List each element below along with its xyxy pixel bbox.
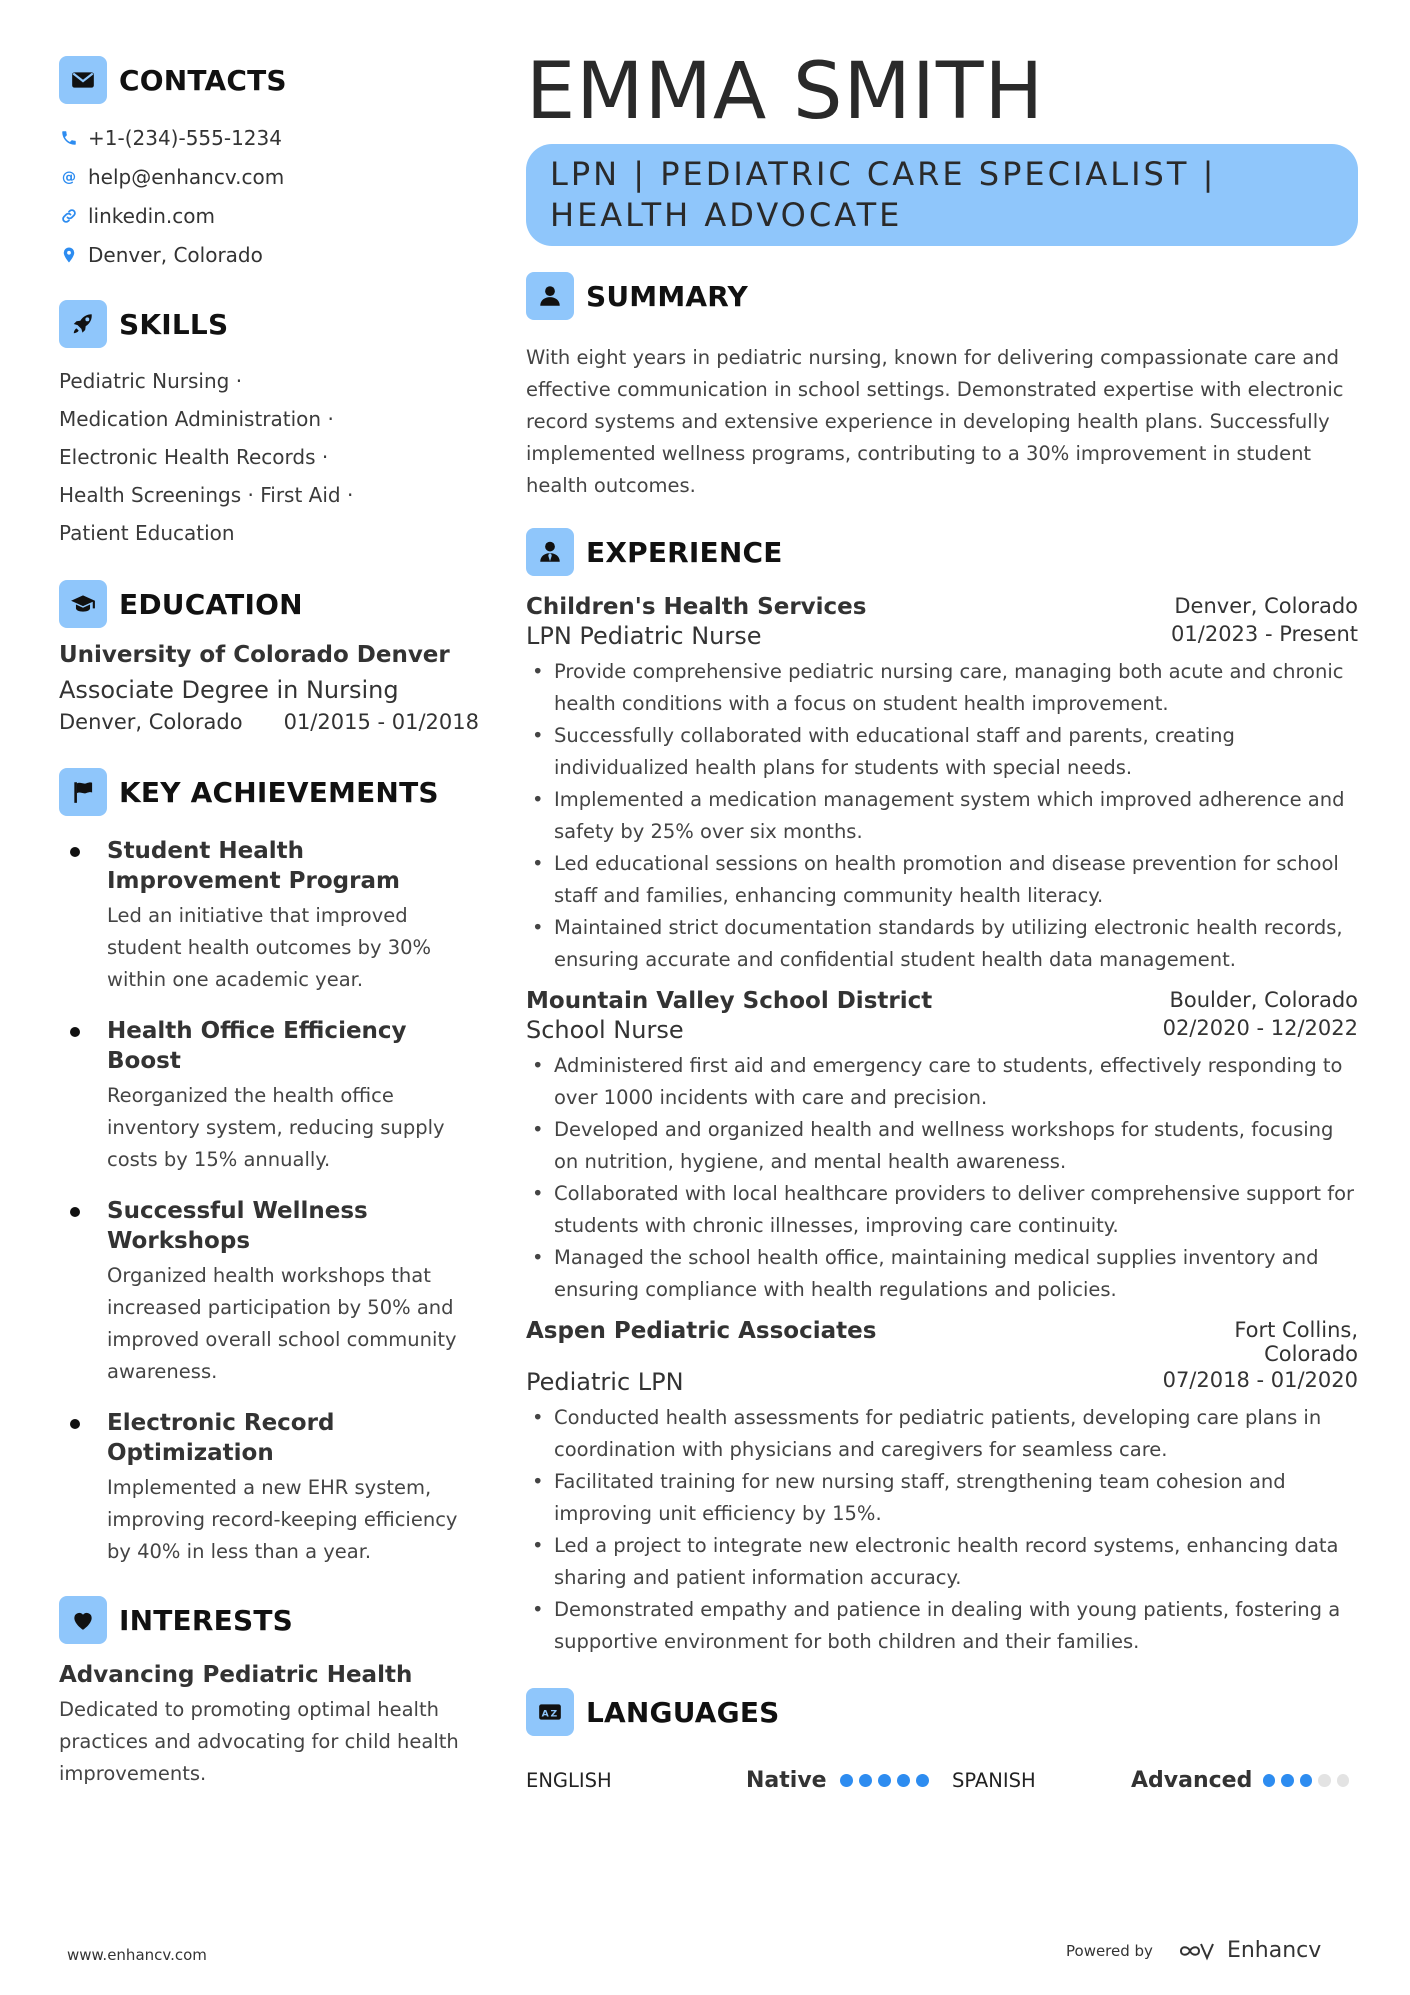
at-icon (59, 167, 79, 187)
job-role: School Nurse (526, 1016, 684, 1044)
contact-list (59, 118, 479, 274)
languages-row (526, 1764, 1358, 1796)
map-pin-icon (59, 245, 79, 265)
language-proficiency-dots (840, 1774, 952, 1787)
contacts-header (59, 56, 479, 104)
achievement-title: Successful Wellness Workshops (107, 1198, 368, 1254)
job-company: Mountain Valley School District (526, 988, 933, 1014)
job-bullet: • Led a project to integrate new electronic health record systems, enhancing data sharing and patient information accuracy. (526, 1530, 1358, 1594)
job-role-row (526, 622, 1358, 650)
achievements-title: KEY ACHIEVEMENTS (119, 775, 439, 809)
skill-line: Electronic Health Records · (59, 445, 329, 469)
proficiency-dot-empty (1318, 1774, 1330, 1787)
proficiency-dot-filled (897, 1774, 910, 1787)
job-role-row (526, 1016, 1358, 1044)
job-company: Children's Health Services (526, 594, 867, 620)
skill-line: Pediatric Nursing · (59, 369, 243, 393)
location-text: Denver, Colorado (88, 242, 263, 267)
contact-location (59, 235, 479, 274)
job-bullet: • Provide comprehensive pediatric nursing care, managing both acute and chronic health conditions with a focus on student health improvement. (526, 656, 1358, 720)
job-bullet: • Collaborated with local healthcare providers to deliver comprehensive support for students with chronic illnesses, improving care continuity. (526, 1178, 1358, 1242)
job-role: LPN Pediatric Nurse (526, 622, 762, 650)
contact-phone[interactable] (59, 118, 479, 157)
headline-line-1: LPN | PEDIATRIC CARE SPECIALIST | (550, 155, 1217, 193)
contacts-title: CONTACTS (119, 63, 287, 97)
achievement-title: Health Office Efficiency Boost (107, 1018, 407, 1074)
bullet-dot (70, 847, 80, 857)
job-bullet: • Implemented a medication management system which improved adherence and safety by 25% over six months. (526, 784, 1358, 848)
job-location: Fort Collins, Colorado (1234, 1318, 1358, 1366)
job-dates: 07/2018 - 01/2020 (1162, 1368, 1358, 1392)
job-bullets (526, 1050, 1358, 1306)
language-level: Advanced (1131, 1767, 1253, 1793)
footer-site-link[interactable]: www.enhancv.com (67, 1946, 207, 1964)
experience-title: EXPERIENCE (586, 535, 783, 569)
job-dates: 01/2023 - Present (1171, 622, 1358, 646)
footer-branding (1066, 1938, 1321, 1963)
experience-header (526, 528, 1358, 576)
flag-icon (59, 768, 107, 816)
svg-text:Z: Z (550, 1708, 558, 1720)
interest-title: Advancing Pediatric Health (59, 1662, 413, 1688)
proficiency-dot-filled (878, 1774, 891, 1787)
skills-list (59, 362, 479, 552)
headline-banner (526, 144, 1358, 246)
proficiency-dot-filled (859, 1774, 872, 1787)
contact-linkedin[interactable] (59, 196, 479, 235)
right-column (526, 48, 1358, 1796)
job-bullet: • Maintained strict documentation standards by utilizing electronic health records, ensuring accurate and confidential student health data management. (526, 912, 1358, 976)
phone-text: +1-(234)-555-1234 (88, 125, 282, 150)
job-bullets (526, 656, 1358, 976)
language-name: SPANISH (952, 1768, 1036, 1792)
job-entry (526, 1318, 1358, 1658)
job-bullet: • Facilitated training for new nursing staff, strengthening team cohesion and improving unit efficiency by 15%. (526, 1466, 1358, 1530)
achievement-title: Student Health Improvement Program (107, 838, 400, 894)
job-role: Pediatric LPN (526, 1368, 684, 1396)
achievement-desc: Reorganized the health office inventory system, reducing supply costs by 15% annually. (107, 1084, 445, 1171)
proficiency-dot-filled (1263, 1774, 1275, 1787)
envelope-icon (59, 56, 107, 104)
bullet-dot (70, 1419, 80, 1429)
proficiency-dot-filled (1300, 1774, 1312, 1787)
job-bullet: • Developed and organized health and wellness workshops for students, focusing on nutrition, hygiene, and mental health awareness. (526, 1114, 1358, 1178)
job-bullet: • Led educational sessions on health promotion and disease prevention for school staff and families, enhancing community health literacy. (526, 848, 1358, 912)
powered-by-text: Powered by (1066, 1941, 1153, 1960)
left-column (59, 56, 479, 1790)
phone-icon (59, 128, 79, 148)
enhancv-logo-icon (1177, 1939, 1221, 1963)
education-school: University of Colorado Denver (59, 642, 450, 668)
summary-title: SUMMARY (586, 279, 749, 313)
summary-header (526, 272, 1358, 320)
bullet-dot (70, 1207, 80, 1217)
job-bullet: • Managed the school health office, maintaining medical supplies inventory and ensuring compliance with health regulations and policies. (526, 1242, 1358, 1306)
education-meta (59, 710, 479, 734)
job-header-row (526, 1318, 1358, 1366)
job-header-row (526, 988, 1358, 1014)
svg-text:@: @ (61, 169, 77, 185)
education-degree: Associate Degree in Nursing (59, 676, 399, 704)
languages-title: LANGUAGES (586, 1695, 780, 1729)
job-entry (526, 594, 1358, 976)
achievements-header (59, 768, 479, 816)
education-dates: 01/2015 - 01/2018 (283, 710, 479, 734)
achievement-desc: Implemented a new EHR system, improving record-keeping efficiency by 40% in less than a year. (107, 1476, 458, 1563)
graduation-cap-icon (59, 580, 107, 628)
proficiency-dot-filled (1281, 1774, 1293, 1787)
job-bullets (526, 1402, 1358, 1658)
candidate-name: EMMA SMITH (526, 47, 1045, 137)
job-location: Boulder, Colorado (1169, 988, 1358, 1012)
language-proficiency-dots (1263, 1774, 1349, 1787)
skill-line: Patient Education (59, 521, 235, 545)
skills-title: SKILLS (119, 307, 229, 341)
education-header (59, 580, 479, 628)
job-bullet: • Successfully collaborated with educational staff and parents, creating individualized health plans for students with special needs. (526, 720, 1358, 784)
job-entry (526, 988, 1358, 1306)
skill-line: Health Screenings · First Aid · (59, 483, 354, 507)
achievement-item (59, 836, 479, 996)
proficiency-dot-filled (916, 1774, 929, 1787)
svg-text:A: A (541, 1708, 549, 1720)
education-location: Denver, Colorado (59, 710, 243, 734)
linkedin-text: linkedin.com (88, 203, 215, 228)
bullet-dot (70, 1027, 80, 1037)
interests-title: INTERESTS (119, 1603, 293, 1637)
rocket-icon (59, 300, 107, 348)
job-dates: 02/2020 - 12/2022 (1162, 1016, 1358, 1040)
headline-line-2: HEALTH ADVOCATE (550, 196, 903, 234)
languages-header (526, 1688, 1358, 1736)
language-name: ENGLISH (526, 1768, 612, 1792)
education-title: EDUCATION (119, 587, 303, 621)
email-text: help@enhancv.com (88, 164, 285, 189)
job-header-row (526, 594, 1358, 620)
person-icon (526, 272, 574, 320)
businessperson-icon (526, 528, 574, 576)
achievement-desc: Organized health workshops that increased participation by 50% and improved overall school community awareness. (107, 1264, 457, 1383)
link-icon (59, 206, 79, 226)
job-bullet: • Demonstrated empathy and patience in dealing with young patients, fostering a supportive environment for both children and their families. (526, 1594, 1358, 1658)
job-role-row (526, 1368, 1358, 1396)
skill-line: Medication Administration · (59, 407, 334, 431)
contact-email[interactable] (59, 157, 479, 196)
achievement-item (59, 1408, 479, 1568)
achievement-item (59, 1016, 479, 1176)
brand-name: Enhancv (1226, 1938, 1322, 1963)
job-bullet: • Conducted health assessments for pediatric patients, developing care plans in coordination with physicians and caregivers for seamless care. (526, 1402, 1358, 1466)
achievements-list (59, 836, 479, 1568)
interest-desc: Dedicated to promoting optimal health practices and advocating for child health improvements. (59, 1698, 459, 1785)
proficiency-dot-filled (840, 1774, 853, 1787)
job-bullet: • Administered first aid and emergency care to students, effectively responding to over 1000 incidents with care and precision. (526, 1050, 1358, 1114)
skills-header (59, 300, 479, 348)
language-card-icon (526, 1688, 574, 1736)
job-company: Aspen Pediatric Associates (526, 1318, 877, 1344)
job-location: Denver, Colorado (1174, 594, 1358, 618)
heart-icon (59, 1596, 107, 1644)
summary-text: With eight years in pediatric nursing, known for delivering compassionate care and effective communication in school settings. Demonstrated expertise with electronic record systems and extensive experience in developing health plans. Successfully implemented wellness programs, contributing to a 30% improvement in student health outcomes. (526, 346, 1344, 497)
brand-logo[interactable] (1177, 1938, 1321, 1963)
interests-header (59, 1596, 479, 1644)
achievement-item (59, 1196, 479, 1388)
proficiency-dot-empty (1337, 1774, 1349, 1787)
achievement-desc: Led an initiative that improved student health outcomes by 30% within one academic year. (107, 904, 432, 991)
achievement-title: Electronic Record Optimization (107, 1410, 335, 1466)
language-level: Native (746, 1767, 827, 1793)
